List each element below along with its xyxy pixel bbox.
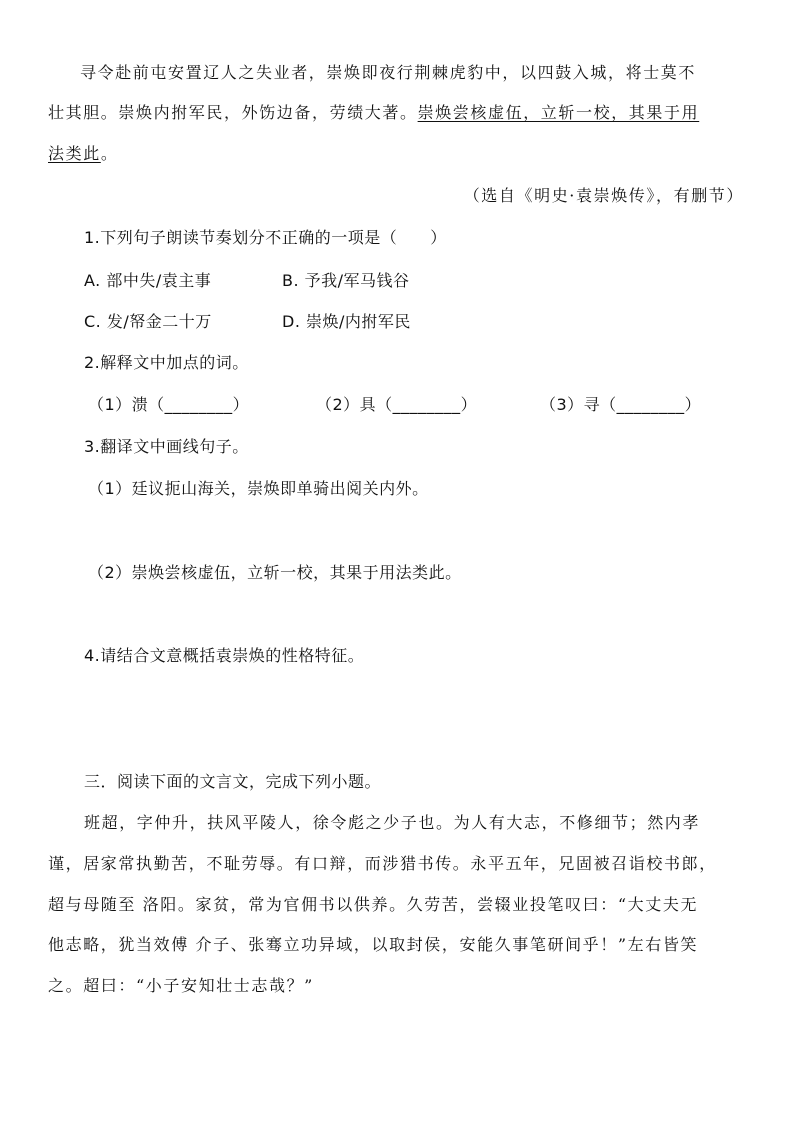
passage2-line3: 超与母随至 洛阳。家贫，常为官佣书以供养。久劳苦，尝辍业投笔叹曰：“大丈夫无 (48, 895, 699, 914)
question-2-items (88, 392, 788, 415)
passage1-line3 (48, 141, 748, 164)
passage2-line1: 班超，字仲升，扶风平陵人，徐令彪之少子也。为人有大志，不修细节；然内孝 (84, 813, 701, 832)
passage1-line3-end: 。 (100, 144, 119, 163)
underlined-sentence-part1: 崇焕尝核虚伍，立斩一校，其果于用 (417, 103, 700, 122)
option-d: D. 崇焕/内拊军民 (282, 312, 411, 331)
question-2-item-1: （1）溃（________） (88, 395, 250, 414)
question-1-stem: 1.下列句子朗读节奏划分不正确的一项是（ ） (84, 228, 447, 247)
option-a: A. 部中失/袁主事 (84, 271, 212, 290)
option-b: B. 予我/军马钱谷 (282, 271, 410, 290)
passage1-line1: 寻令赴前屯安置辽人之失业者，崇焕即夜行荆棘虎豹中，以四鼓入城，将士莫不 (80, 63, 697, 82)
passage2-line5: 之。超曰：“小子安知壮士志哉？” (48, 976, 314, 995)
passage1-line2-plain: 壮其胆。崇焕内拊军民，外饬边备，劳绩大著。 (48, 103, 418, 122)
section-3-heading: 三．阅读下面的文言文，完成下列小题。 (84, 772, 382, 791)
question-2-item-2: （2）具（________） (316, 395, 478, 414)
question-3-sentence-1: （1）廷议扼山海关，崇焕即单骑出阅关内外。 (88, 479, 429, 498)
passage2-line2: 谨，居家常执勤苦，不耻劳辱。有口辩，而涉猎书传。永平五年，兄固被召诣校书郎， (48, 854, 717, 873)
question-4-stem: 4.请结合文意概括袁崇焕的性格特征。 (84, 646, 365, 665)
question-1-options-row2 (84, 309, 784, 332)
question-1-options-row1 (84, 268, 784, 291)
question-3-sentence-2: （2）崇焕尝核虚伍，立斩一校，其果于用法类此。 (88, 563, 462, 582)
question-2-item-3: （3）寻（________） (540, 395, 702, 414)
passage2-line4: 他志略，犹当效傅 介子、张骞立功异域，以取封侯，安能久事笔研间乎！”左右皆笑 (48, 935, 699, 954)
passage1-source: （选自《明史·袁崇焕传》，有删节） (463, 186, 744, 205)
question-3-stem: 3.翻译文中画线句子。 (84, 437, 249, 456)
option-c: C. 发/帑金二十万 (84, 312, 212, 331)
passage1-line2 (48, 100, 748, 123)
question-2-stem: 2.解释文中加点的词。 (84, 353, 249, 372)
underlined-sentence-part2: 法类此 (48, 144, 101, 163)
